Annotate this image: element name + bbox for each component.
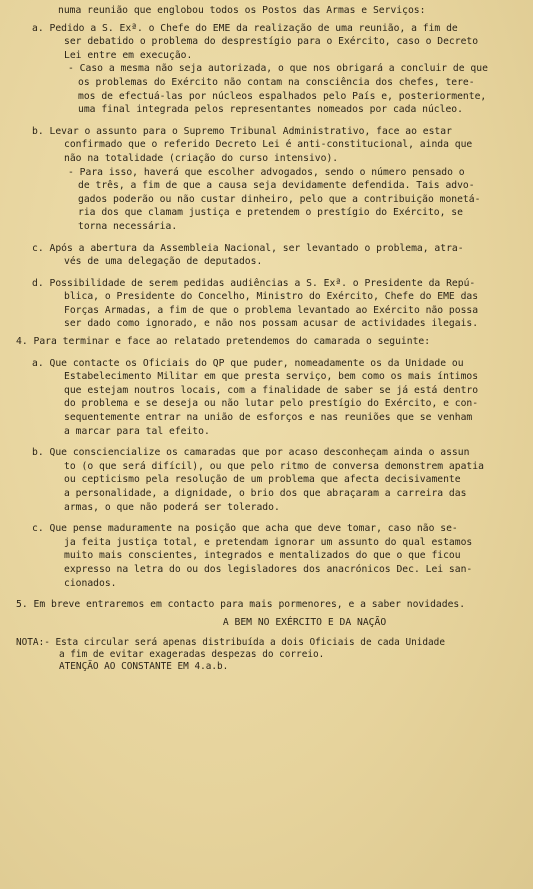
text-line: ser dado como ignorado, e não nos possam acusar de actividades ilegais.: [64, 318, 479, 330]
text-line: Lei entre em execução.: [64, 49, 193, 61]
text-line: sequentemente entrar na união de esforços e nas reuniões que se venham: [64, 412, 473, 424]
text-line: Estabelecimento Militar em que presta serviço, bem como os mais íntimos: [64, 371, 479, 383]
text-line: 5. Em breve entraremos em contacto para mais pormenores, e a saber novidades.: [16, 599, 466, 611]
text-line: - Caso a mesma não seja autorizada, o que nos obrigará a concluir de que: [68, 63, 488, 75]
text-line: cionados.: [64, 577, 117, 589]
text-line: uma final integrada pelos representantes nomeados por cada núcleo.: [78, 104, 463, 116]
closing-text: A BEM NO EXÉRCITO E DA NAÇÃO: [222, 616, 387, 628]
intro-paragraph: [16, 4, 523, 18]
text-line: - Para isso, haverá que escolher advogados, sendo o número pensado o: [68, 166, 465, 178]
item-5: [16, 598, 523, 612]
item-c: [16, 242, 523, 269]
text-line: os problemas do Exército não contam na consciência dos chefes, tere-: [78, 76, 475, 88]
item-4b: [16, 446, 523, 514]
text-line: que estejam noutros locais, com a finalidade de saber se já está dentro: [64, 384, 479, 396]
text-line: to (o que será difícil), ou que pelo ritmo de conversa demonstrem apatia: [64, 460, 484, 472]
text-line: confirmado que o referido Decreto Lei é anti-constitucional, ainda que: [64, 139, 473, 151]
item-d: [16, 277, 523, 331]
text-line: de três, a fim de que a causa seja devidamente defendida. Tais advo-: [78, 180, 475, 192]
nota-block: [16, 637, 523, 673]
text-line: gados poderão ou não custar dinheiro, pelo que a contribuição monetá-: [78, 193, 481, 205]
text-line: ATENÇÃO AO CONSTANTE EM 4.a.b.: [59, 661, 229, 673]
item-b-sub: [16, 166, 523, 234]
text-line: torna necessária.: [78, 220, 178, 232]
text-line: a personalidade, a dignidade, o brio dos que abraçaram a carreira das: [64, 488, 467, 499]
text-line: blica, o Presidente do Concelho, Ministro do Exército, Chefe do EME das: [64, 291, 479, 303]
item-b: [16, 125, 523, 166]
text-line: b. Que consciencialize os camaradas que por acaso desconheçam ainda o assun: [32, 447, 470, 459]
closing-motto: [16, 616, 523, 630]
text-line: numa reunião que englobou todos os Postos das Armas e Serviços:: [58, 5, 426, 16]
text-line: muito mais conscientes, integrados e mentalizados do que o que ficou: [64, 550, 461, 562]
text-line: expresso na letra do ou dos legisladores dos anacrónicos Dec. Lei san-: [64, 563, 473, 575]
text-line: Forças Armadas, a fim de que o problema levantado ao Exército não possa: [64, 304, 479, 316]
text-line: armas, o que não poderá ser tolerado.: [64, 501, 280, 513]
text-line: ria dos que clamam justiça e pretendem o prestígio do Exército, se: [78, 207, 463, 219]
text-line: do problema e se deseja ou não lutar pelo prestígio do Exército, e con-: [64, 398, 479, 410]
item-a: [16, 22, 523, 63]
text-line: c. Que pense maduramente na posição que acha que deve tomar, caso não se-: [32, 523, 458, 535]
text-line: a marcar para tal efeito.: [64, 425, 210, 437]
text-line: NOTA:- Esta circular será apenas distribuída a dois Oficiais de cada Unidade: [16, 637, 445, 649]
text-line: c. Após a abertura da Assembleia Nacional, ser levantado o problema, atra-: [32, 242, 464, 254]
item-4a: [16, 357, 523, 439]
text-line: b. Levar o assunto para o Supremo Tribunal Administrativo, face ao estar: [32, 125, 452, 137]
text-line: ou cepticismo pela resolução de um problema que afecta decisivamente: [64, 474, 461, 486]
text-line: a. Que contacte os Oficiais do QP que puder, nomeadamente os da Unidade ou: [32, 357, 464, 369]
text-line: ser debatido o problema do desprestígio para o Exército, caso o Decreto: [64, 36, 479, 48]
text-line: não na totalidade (criação do curso intensivo).: [64, 152, 339, 164]
text-line: mos de efectuá-las por núcleos espalhados pelo País e, posteriormente,: [78, 90, 487, 102]
text-line: d. Possibilidade de serem pedidas audiências a S. Exª. o Presidente da Repú-: [32, 277, 476, 289]
text-line: 4. Para terminar e face ao relatado pretendemos do camarada o seguinte:: [16, 336, 431, 348]
text-line: a. Pedido a S. Exª. o Chefe do EME da realização de uma reunião, a fim de: [32, 22, 458, 34]
item-4: [16, 335, 523, 349]
text-line: vés de uma delegação de deputados.: [64, 256, 263, 268]
text-line: ja feita justiça total, e pretendam ignorar um assunto do qual estamos: [64, 536, 473, 548]
text-line: a fim de evitar exageradas despezas do correio.: [59, 649, 325, 661]
item-a-sub: [16, 62, 523, 116]
item-4c: [16, 522, 523, 590]
